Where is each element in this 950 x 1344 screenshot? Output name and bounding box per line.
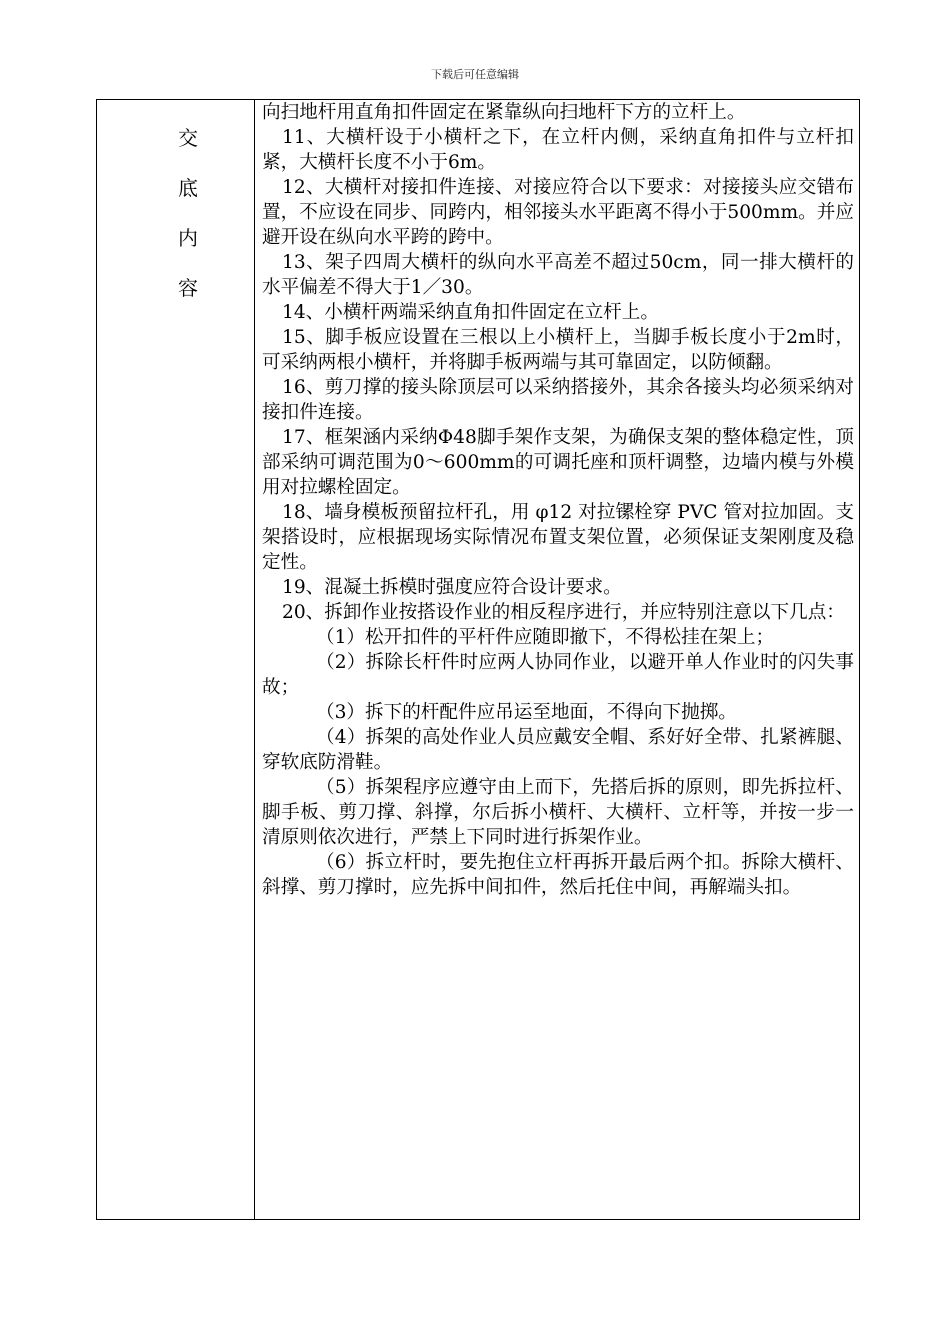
sub-item-6: （6）拆立杆时，要先抱住立杆再拆开最后两个扣。拆除大横杆、斜撑、剪刀撑时，应先拆中间扣件，然后托住中间，再解端头扣。 bbox=[262, 852, 854, 898]
paragraph-16: 16、剪刀撑的接头除顶层可以采纳搭接外，其余各接头均必须采纳对接扣件连接。 bbox=[262, 377, 854, 423]
sub-item-5: （5）拆架程序应遵守由上而下，先搭后拆的原则，即先拆拉杆、脚手板、剪刀撑、斜撑，尔后拆小横杆、大横杆、立杆等，并按一步一清原则依次进行，严禁上下同时进行拆架作业。 bbox=[262, 777, 854, 848]
paragraph-18: 18、墙身模板预留拉杆孔，用 φ12 对拉镙栓穿 PVC 管对拉加固。支架搭设时，应根据现场实际情况布置支架位置，必须保证支架刚度及稳定性。 bbox=[262, 502, 854, 573]
label-char-4: 容 bbox=[178, 276, 198, 300]
page-header: 下载后可任意编辑 bbox=[431, 68, 519, 81]
paragraph-continued: 向扫地杆用直角扣件固定在紧靠纵向扫地杆下方的立杆上。 bbox=[262, 102, 746, 123]
sub-item-2: （2）拆除长杆件时应两人协同作业，以避开单人作业时的闪失事故； bbox=[262, 652, 854, 698]
paragraph-19: 19、混凝土拆模时强度应符合设计要求。 bbox=[282, 577, 622, 598]
paragraph-13: 13、架子四周大横杆的纵向水平高差不超过50cm，同一排大横杆的水平偏差不得大于1／30。 bbox=[262, 252, 854, 298]
paragraph-17: 17、框架涵内采纳Φ48脚手架作支架，为确保支架的整体稳定性，顶部采纳可调范围为0～600mm的可调托座和顶杆调整，边墙内模与外模用对拉螺栓固定。 bbox=[262, 427, 854, 498]
label-column bbox=[170, 125, 206, 325]
paragraph-15: 15、脚手板应设置在三根以上小横杆上，当脚手板长度小于2m时，可采纳两根小横杆，并将脚手板两端与其可靠固定，以防倾翻。 bbox=[262, 327, 854, 373]
label-char-3: 内 bbox=[178, 226, 198, 250]
sub-item-4: （4）拆架的高处作业人员应戴安全帽、系好好全带、扎紧裤腿、穿软底防滑鞋。 bbox=[262, 727, 854, 773]
paragraph-14: 14、小横杆两端采纳直角扣件固定在立杆上。 bbox=[282, 302, 659, 323]
label-char-1: 交 bbox=[178, 126, 198, 150]
column-divider bbox=[254, 99, 255, 1220]
label-char-2: 底 bbox=[178, 176, 198, 200]
sub-item-3: （3）拆下的杆配件应吊运至地面，不得向下抛掷。 bbox=[316, 702, 737, 723]
paragraph-12: 12、大横杆对接扣件连接、对接应符合以下要求：对接接头应交错布置，不应设在同步、同跨内，相邻接头水平距离不得小于500mm。并应避开设在纵向水平跨的跨中。 bbox=[262, 177, 854, 248]
paragraph-20: 20、拆卸作业按搭设作业的相反程序进行，并应特别注意以下几点： bbox=[282, 602, 845, 623]
paragraph-11: 11、大横杆设于小横杆之下，在立杆内侧，采纳直角扣件与立杆扣紧，大横杆长度不小于6m。 bbox=[262, 127, 854, 173]
content-column bbox=[262, 100, 854, 900]
sub-item-1: （1）松开扣件的平杆件应随即撤下，不得松挂在架上； bbox=[316, 627, 775, 648]
